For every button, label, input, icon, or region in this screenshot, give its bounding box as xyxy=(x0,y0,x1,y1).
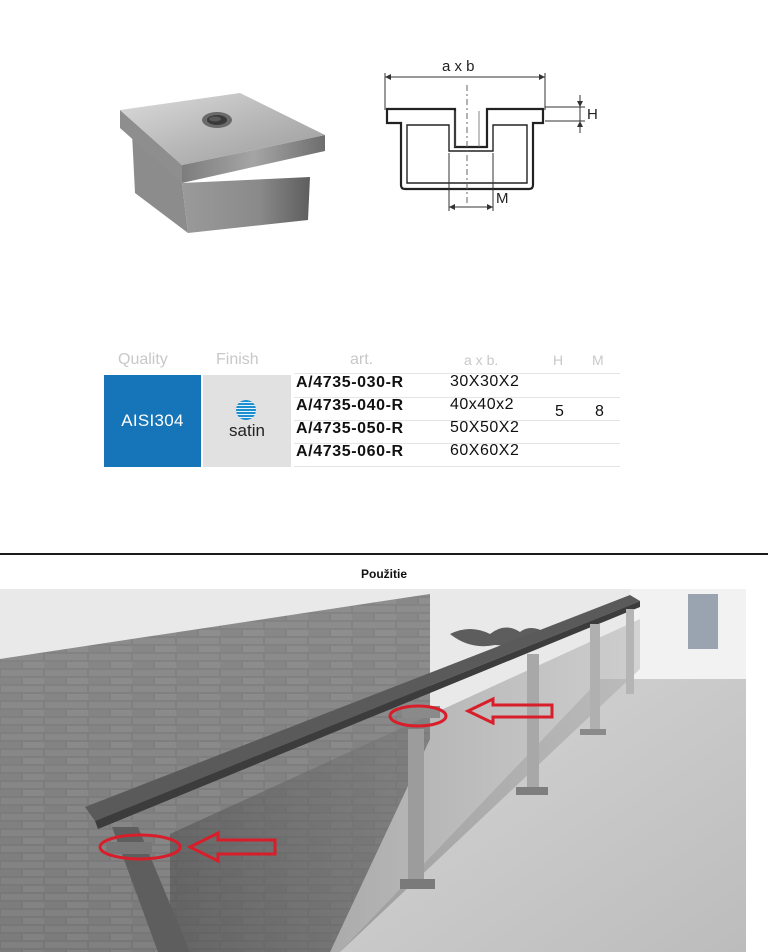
finish-cell xyxy=(203,375,291,467)
header-art: art. xyxy=(350,351,374,368)
technical-drawing xyxy=(375,55,615,215)
article-number: A/4735-040-R xyxy=(296,397,404,414)
article-number: A/4735-060-R xyxy=(296,443,404,460)
h-value: 5 xyxy=(555,403,564,420)
article-number: A/4735-030-R xyxy=(296,374,404,391)
article-dimensions: 30X30X2 xyxy=(450,373,520,390)
usage-photo xyxy=(0,589,746,952)
dim-ab-label: a x b xyxy=(442,58,475,75)
quality-cell: AISI304 xyxy=(104,375,201,467)
article-dimensions: 50X50X2 xyxy=(450,419,520,436)
dim-m-label: M xyxy=(496,190,509,207)
finish-label: satin xyxy=(229,421,265,440)
header-m: M xyxy=(592,352,604,368)
article-dimensions: 40x40x2 xyxy=(450,396,514,413)
header-quality: Quality xyxy=(118,351,168,368)
usage-title: Použitie xyxy=(360,567,407,581)
header-h: H xyxy=(553,352,564,368)
section-divider xyxy=(0,553,768,555)
spec-table xyxy=(104,345,624,470)
product-photo xyxy=(110,85,335,245)
m-value: 8 xyxy=(595,403,604,420)
article-dimensions: 60X60X2 xyxy=(450,442,520,459)
header-finish: Finish xyxy=(216,351,259,368)
header-axb: a x b. xyxy=(464,352,499,368)
row-divider xyxy=(294,466,620,467)
article-number: A/4735-050-R xyxy=(296,420,404,437)
satin-finish-icon xyxy=(236,400,256,420)
dim-h-label: H xyxy=(587,106,598,123)
